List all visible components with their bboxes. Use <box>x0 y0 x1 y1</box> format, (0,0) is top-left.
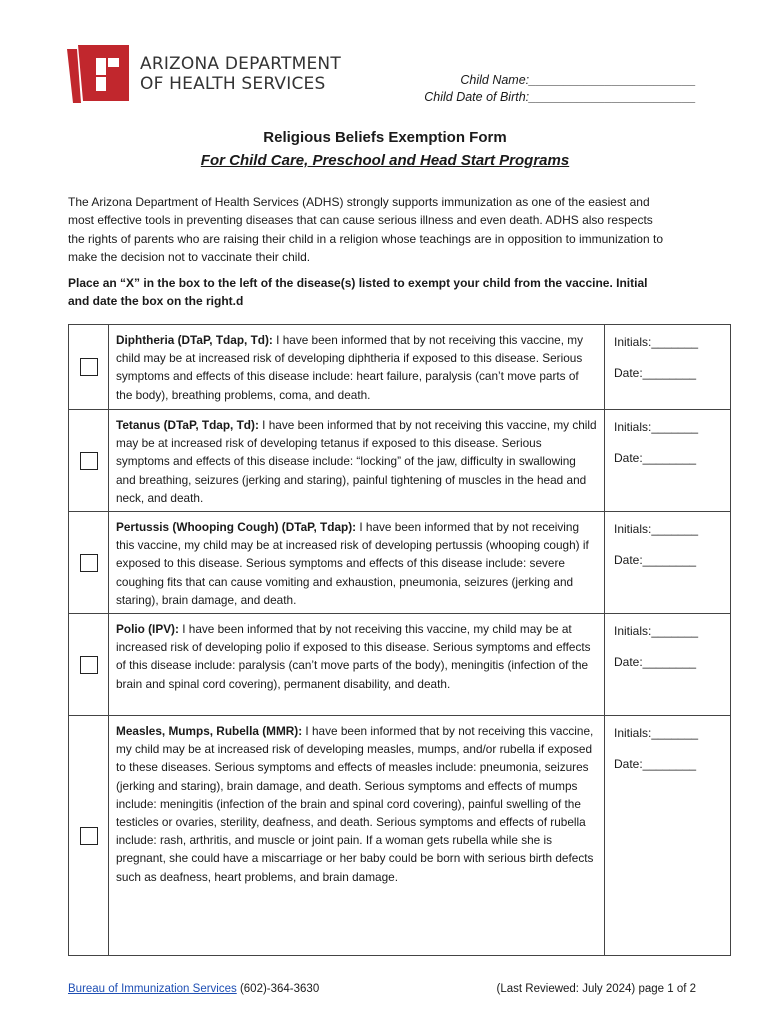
child-info <box>424 72 696 106</box>
table-row <box>69 512 731 614</box>
exempt-checkbox-tetanus[interactable] <box>80 452 98 470</box>
page-info: (Last Reviewed: July 2024) page 1 of 2 <box>496 983 696 995</box>
disease-name: Diphtheria (DTaP, Tdap, Td): <box>116 333 273 347</box>
intro-paragraph: The Arizona Department of Health Services (ADHS) strongly supports immunization as one of the easiest and most effective tools in preventing diseases that can cause serious illness and even death. ADHS also respects the rights of parents who are raising their child in a religion whose teachings are in opposition to immunization to make the decision not to vaccinate their child. <box>68 195 663 264</box>
exempt-checkbox-mmr[interactable] <box>80 827 98 845</box>
disease-text: I have been informed that by not receiving this vaccine, my child may be at increased risk of developing diphtheria if exposed to this disease. Serious symptoms and effects of this disease include: heart failure, paralysis (can’t move parts of the body), breathing problems, coma, and death. <box>116 333 584 402</box>
initials-field[interactable]: Initials:_______ <box>614 420 699 434</box>
form-title: Religious Beliefs Exemption Form <box>263 129 507 146</box>
date-field[interactable]: Date:________ <box>614 655 697 670</box>
disease-description <box>109 716 605 956</box>
initials-field[interactable]: Initials:_______ <box>614 726 699 741</box>
disease-description <box>109 614 605 716</box>
initials-field[interactable]: Initials:_______ <box>614 522 699 537</box>
table-row <box>69 614 731 716</box>
adhs-logo <box>67 45 341 105</box>
disease-text: I have been informed that by not receiving this vaccine, my child may be at increased risk of developing tetanus if exposed to this disease. Serious symptoms and effects of this disease include: “locking” of the jaw, difficulty in swallowing and breathing, seizures (jerking and staring), painful tightening of muscles in the head and neck, and death. <box>116 418 597 505</box>
disease-description <box>109 325 605 410</box>
bureau-phone: (602)-364-3630 <box>236 983 320 995</box>
child-name-field[interactable]: Child Name:________________________ <box>460 73 696 87</box>
child-dob-field[interactable]: Child Date of Birth:________________________ <box>424 90 696 104</box>
disease-name: Pertussis (Whooping Cough) (DTaP, Tdap): <box>116 520 357 535</box>
instructions-paragraph: Place an “X” in the box to the left of the disease(s) listed to exempt your child from the vaccine. Initial and date the box on the right.d <box>68 276 648 309</box>
initials-field[interactable]: Initials:_______ <box>614 335 699 349</box>
org-name-line1: ARIZONA DEPARTMENT <box>140 54 341 74</box>
disease-name: Tetanus (DTaP, Tdap, Td): <box>116 418 259 432</box>
exempt-checkbox-polio[interactable] <box>80 656 98 674</box>
form-subtitle: For Child Care, Preschool and Head Start Programs <box>200 152 570 169</box>
table-row <box>69 410 731 512</box>
table-row <box>69 716 731 956</box>
disease-description <box>109 410 605 512</box>
initials-field[interactable]: Initials:_______ <box>614 624 699 639</box>
date-field[interactable]: Date:________ <box>614 553 697 568</box>
disease-description <box>109 512 605 614</box>
date-field[interactable]: Date:________ <box>614 451 697 465</box>
org-name-line2: OF HEALTH SERVICES <box>140 74 326 94</box>
exemption-table <box>68 324 731 956</box>
table-row <box>69 325 731 410</box>
disease-name: Polio (IPV): <box>116 622 179 637</box>
disease-text: I have been informed that by not receiving this vaccine, my child may be at increased risk of developing measles, mumps, and/or rubella if exposed to these diseases. Serious symptoms and effects of measles include: pneumonia, seizures (jerking and staring), brain damage, and death. Serious symptoms and effects of mumps include: meningitis (infection of the brain and spinal cord covering), painful swelling of the testicles or ovaries, sterility, deafness, and death. Serious symptoms and effects of rubella include: rash, arthritis, and muscle or joint pain. If a woman gets rubella while she is pregnant, she could have a miscarriage or her baby could be born with serious birth defects such as deafness, heart problems, and brain damage. <box>116 724 594 884</box>
adhs-logo-icon <box>67 45 129 103</box>
date-field[interactable]: Date:________ <box>614 757 697 772</box>
exempt-checkbox-diphtheria[interactable] <box>80 358 98 376</box>
date-field[interactable]: Date:________ <box>614 366 697 380</box>
disease-text: I have been informed that by not receiving this vaccine, my child may be at increased risk of developing polio if exposed to this disease. Serious symptoms and effects of this disease include: paralysis (can’t move parts of the body), meningitis (infection of the brain and spinal cord covering), permanent disability, and death. <box>116 622 591 691</box>
disease-text: I have been informed that by not receiving this vaccine, my child may be at increased risk of developing pertussis (whooping cough) if exposed to this disease. Serious symptoms and effects of this disease include: severe coughing fits that can cause vomiting and exhaustion, pneumonia, seizures (jerking and staring), brain damage, and death. <box>116 520 589 607</box>
disease-name: Measles, Mumps, Rubella (MMR): <box>116 724 303 739</box>
bureau-link[interactable]: Bureau of Immunization Services <box>68 983 237 995</box>
exempt-checkbox-pertussis[interactable] <box>80 554 98 572</box>
